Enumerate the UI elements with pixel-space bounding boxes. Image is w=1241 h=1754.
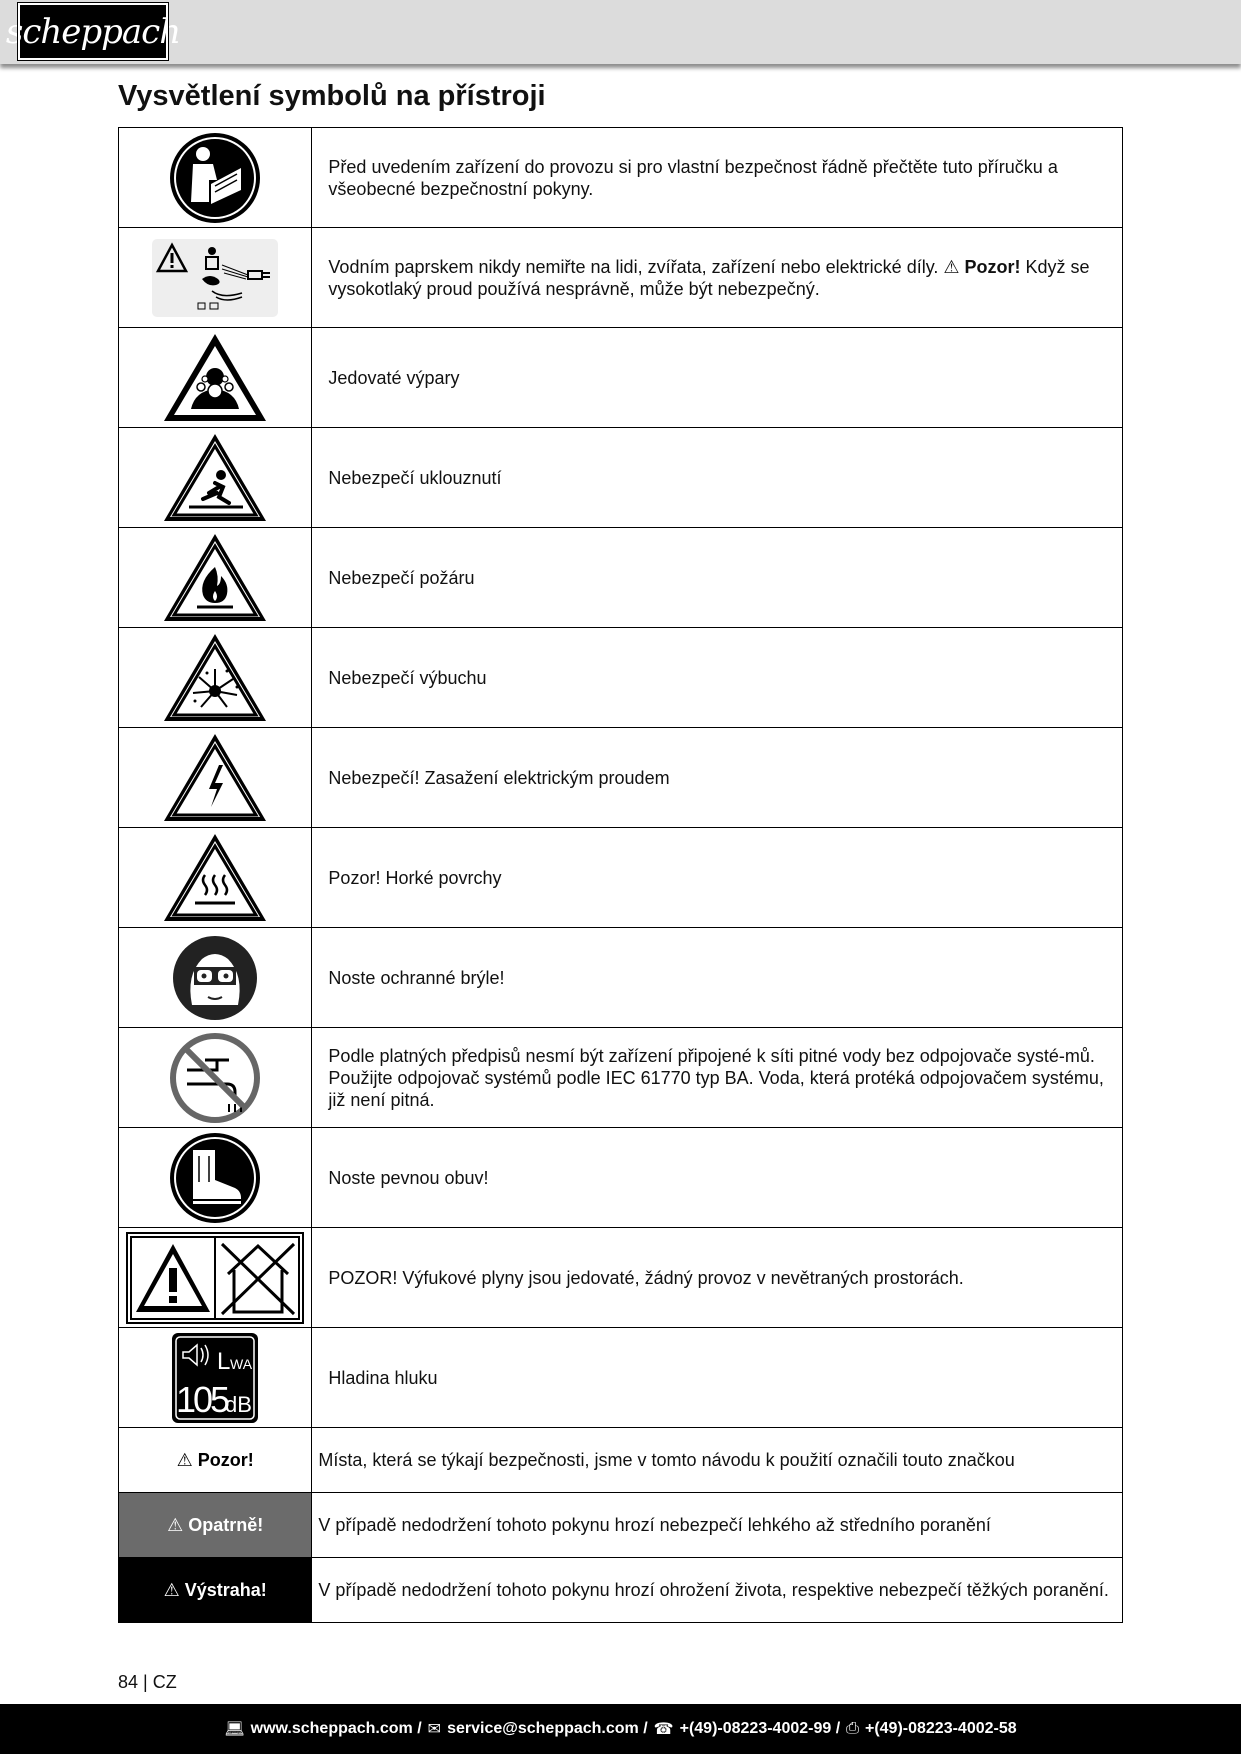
symbol-row: [119, 628, 1123, 728]
footer-fax: +(49)-08223-4002-58: [864, 1720, 1017, 1737]
symbol-row: [119, 728, 1123, 828]
explosion-hazard-icon: [161, 631, 269, 725]
symbol-row: [119, 1128, 1123, 1228]
fax-icon: ⎙: [846, 1720, 859, 1737]
page-number: 84 | CZ: [118, 1672, 177, 1692]
fire-hazard-icon: [161, 531, 269, 625]
footer-phone: +(49)-08223-4002-99 /: [679, 1720, 841, 1737]
symbol-description: Před uvedením zařízení do provozu si pro vlastní bezpečnost řádně přečtěte tuto příručku a všeobecné bezpečnostní pokyny.: [312, 128, 1123, 228]
water-jet-warning-icon: [152, 239, 278, 317]
signal-word-row: [119, 1428, 1123, 1493]
signal-word-description: V případě nedodržení tohoto pokynu hrozí nebezpečí lehkého až středního poranění: [312, 1493, 1123, 1558]
symbol-description: Nebezpečí uklouznutí: [312, 428, 1123, 528]
exhaust-indoor-warning-icon: [126, 1232, 304, 1324]
page-title: Vysvětlení symbolů na přístroji: [118, 80, 546, 112]
symbol-description: Jedovaté výpary: [312, 328, 1123, 428]
signal-word-vystraha: ⚠ Výstraha!: [119, 1558, 312, 1623]
noise-level-icon: [171, 1332, 259, 1424]
symbol-description: Pozor! Horké povrchy: [312, 828, 1123, 928]
noise-unit: dB: [225, 1391, 253, 1417]
computer-icon: 💻︎: [224, 1721, 245, 1738]
safety-goggles-icon: [172, 935, 258, 1021]
page-header: [0, 0, 1241, 64]
symbol-description: [312, 228, 1123, 328]
symbol-row: [119, 128, 1123, 228]
footer-website[interactable]: www.scheppach.com /: [250, 1720, 422, 1737]
symbol-description: Nebezpečí požáru: [312, 528, 1123, 628]
toxic-fumes-icon: [161, 331, 269, 425]
slippery-surface-icon: [161, 431, 269, 525]
symbol-description: POZOR! Výfukové plyny jsou jedovaté, žádný provoz v nevětraných prostorách.: [312, 1228, 1123, 1328]
symbol-row: [119, 328, 1123, 428]
water-jet-text: Vodním paprskem nikdy nemiřte na lidi, zvířata, zařízení nebo elektrické díly. ⚠: [328, 256, 965, 277]
safety-boots-icon: [169, 1132, 261, 1224]
symbol-description: Nebezpečí! Zasažení elektrickým proudem: [312, 728, 1123, 828]
page-number-value: 84: [118, 1672, 139, 1692]
signal-word-row: [119, 1493, 1123, 1558]
phone-icon: ☎: [653, 1721, 674, 1738]
symbol-row: [119, 228, 1123, 328]
email-icon: ✉: [427, 1721, 442, 1738]
electric-shock-icon: [161, 731, 269, 825]
noise-label: L: [217, 1347, 231, 1375]
no-drinking-water-connection-icon: [169, 1032, 261, 1124]
water-jet-text-tail: Když se vysokotlaký proud používá nesprávně, může být nebezpečný.: [328, 256, 1090, 299]
symbol-description: Nebezpečí výbuchu: [312, 628, 1123, 728]
symbol-description: Hladina hluku: [312, 1328, 1123, 1428]
symbol-row: [119, 1228, 1123, 1328]
signal-word-description: Místa, která se týkají bezpečnosti, jsme v tomto návodu k použití označili touto značkou: [312, 1428, 1123, 1493]
symbol-row: [119, 928, 1123, 1028]
language-code: CZ: [152, 1672, 177, 1692]
read-manual-icon: [169, 132, 261, 224]
signal-word-description: V případě nedodržení tohoto pokynu hrozí ohrožení života, respektive nebezpečí těžkých poranění.: [312, 1558, 1123, 1623]
page-footer: [0, 1704, 1241, 1754]
symbol-description: Noste ochranné brýle!: [312, 928, 1123, 1028]
noise-label-sub: WA: [230, 1355, 253, 1372]
signal-word-opatrne: ⚠ Opatrně!: [119, 1493, 312, 1558]
hot-surface-icon: [161, 831, 269, 925]
symbols-table: [118, 127, 1123, 1623]
footer-email[interactable]: service@scheppach.com /: [447, 1720, 648, 1737]
pozor-emphasis: Pozor!: [964, 256, 1021, 277]
noise-value: 105: [176, 1378, 228, 1420]
scheppach-logo: scheppach: [18, 3, 168, 60]
signal-word-row: [119, 1558, 1123, 1623]
symbol-description: Podle platných předpisů nesmí být zařízení připojené k síti pitné vody bez odpojovače systé-mů. Použijte odpojovač systémů podle IEC 61770 typ BA. Voda, která protéká odpojovačem systému, již není pitná.: [312, 1028, 1123, 1128]
symbol-row: [119, 528, 1123, 628]
symbol-row: [119, 1028, 1123, 1128]
symbol-description: Noste pevnou obuv!: [312, 1128, 1123, 1228]
symbol-row: [119, 428, 1123, 528]
symbol-row: [119, 828, 1123, 928]
symbol-row: [119, 1328, 1123, 1428]
signal-word-pozor: ⚠ Pozor!: [119, 1428, 312, 1493]
